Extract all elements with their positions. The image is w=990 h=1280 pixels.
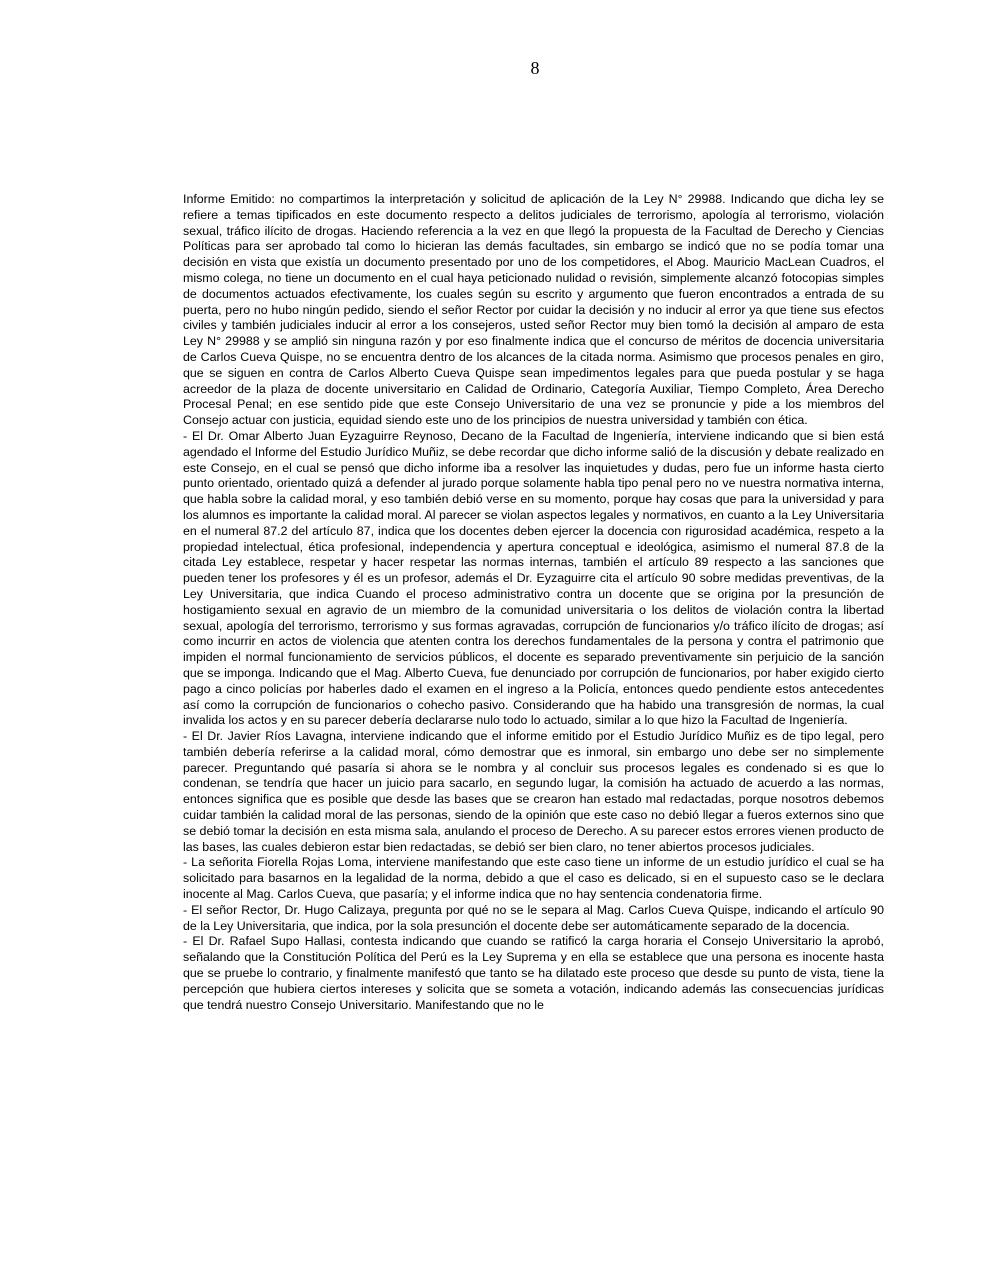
paragraph-informe-emitido: Informe Emitido: no compartimos la interpretación y solicitud de aplicación de la Ley N° 29988. Indicando que dicha ley se refiere a temas tipificados en este documento respecto a delitos judiciales de terrorismo, apología al terrorismo, violación sexual, tráfico ilícito de drogas. Haciendo referencia a la vez en que llegó la propuesta de la Facultad de Derecho y Ciencias Políticas para ser aprobado tal como lo hicieran las demás facultades, sin embargo se indicó que no se podía tomar una decisión en vista que existía un documento presentado por uno de los competidores, el Abog. Mauricio MacLean Cuadros, el mismo colega, no tiene un documento en el cual haya peticionado nulidad o revisión, simplemente alcanzó fotocopias simples de documentos actuados efectivamente, los cuales según su escrito y argumento que fueron encontrados a entrada de su puerta, pero no hubo ningún pedido, siendo el señor Rector por cuidar la decisión y no inducir al error ya que tiene sus efectos civiles y también judiciales inducir al error a los consejeros, usted señor Rector muy bien tomó la decisión al amparo de esta Ley N° 29988 y se amplió sin ninguna razón y por eso finalmente indica que el concurso de méritos de docencia universitaria de Carlos Cueva Quispe, no se encuentra dentro de los alcances de la citada norma. Asimismo que procesos penales en giro, que se siguen en contra de Carlos Alberto Cueva Quispe sean impedimentos legales para que pueda postular y se haga acreedor de la plaza de docente universitario en Calidad de Ordinario, Categoría Auxiliar, Tiempo Completo, Área Derecho Procesal Penal; en ese sentido pide que este Consejo Universitario de una vez se pronuncie y pide a los miembros del Consejo actuar con justicia, equidad siendo este uno de los principios de nuestra universidad y también con ética. — [183, 192, 884, 428]
paragraph-rojas-loma: - La señorita Fiorella Rojas Loma, interviene manifestando que este caso tiene un informe de un estudio jurídico el cual se ha solicitado para basarnos en la legalidad de la norma, debido a que el caso es delicado, si en el supuesto caso se le declara inocente al Mag. Carlos Cueva, que pasaría; y el informe indica que no hay sentencia condenatoria firme. — [183, 855, 884, 902]
paragraph-rios-lavagna: - El Dr. Javier Ríos Lavagna, interviene indicando que el informe emitido por el Estudio Jurídico Muñiz es de tipo legal, pero también debería referirse a la calidad moral, cómo demostrar que es inmoral, sin embargo uno debe ser no simplemente parecer. Preguntando qué pasaría si ahora se le nombra y al concluir sus procesos legales es condenado si es que lo condenan, se tendría que hacer un juicio para sacarlo, en segundo lugar, la comisión ha actuado de acuerdo a las normas, entonces significa que es posible que desde las bases que se crearon han estado mal redactadas, porque nosotros debemos cuidar también la calidad moral de las personas, siendo de la opinión que este caso no debió llegar a fueros externos sino que se debió tomar la decisión en esta misma sala, anulando el proceso de Derecho. A su parecer estos errores vienen producto de las bases, las cuales debieron estar bien redactadas, se debió ser bien claro, no tener abiertos procesos judiciales. — [183, 729, 884, 854]
paragraph-supo-hallasi: - El Dr. Rafael Supo Hallasi, contesta indicando que cuando se ratificó la carga horaria el Consejo Universitario la aprobó, señalando que la Constitución Política del Perú es la Ley Suprema y en ella se establece que una persona es inocente hasta que se pruebe lo contrario, y finalmente manifestó que tanto se ha dilatado este proceso que desde su punto de vista, tiene la percepción que hubiera ciertos intereses y solicita que se someta a votación, indicando además las consecuencias jurídicas que tendrá nuestro Consejo Universitario. Manifestando que no le — [183, 934, 884, 1012]
page-number: 8 — [530, 58, 540, 78]
document-body — [183, 192, 884, 1013]
paragraph-eyzaguirre: - El Dr. Omar Alberto Juan Eyzaguirre Reynoso, Decano de la Facultad de Ingeniería, interviene indicando que si bien está agendado el Informe del Estudio Jurídico Muñiz, se debe recordar que dicho informe salió de la discusión y debate realizado en este Consejo, en el cual se pensó que dicho informe iba a resolver las inquietudes y dudas, pero fue un informe hasta cierto punto orientado, orientado quizá a defender al jurado porque solamente habla tipo penal pero no ve nuestra normativa interna, que habla sobre la calidad moral, y eso también debió verse en su momento, porque hay cosas que para la universidad y para los alumnos es importante la calidad moral. Al parecer se violan aspectos legales y normativos, en cuanto a la Ley Universitaria en el numeral 87.2 del artículo 87, indica que los docentes deben ejercer la docencia con rigurosidad académica, respeto a la propiedad intelectual, ética profesional, independencia y apertura conceptual e ideológica, asimismo el numeral 87.8 de la citada Ley establece, respetar y hacer respetar las normas internas, también el artículo 89 respecto a las sanciones que pueden tener los profesores y él es un profesor, además el Dr. Eyzaguirre cita el artículo 90 sobre medidas preventivas, de la Ley Universitaria, que indica Cuando el proceso administrativo contra un docente que se origina por la presunción de hostigamiento sexual en agravio de un miembro de la comunidad universitaria o los delitos de violación contra la libertad sexual, apología del terrorismo, terrorismo y sus formas agravadas, corrupción de funcionarios y/o tráfico ilícito de drogas; así como incurrir en actos de violencia que atenten contra los derechos fundamentales de la persona y contra el patrimonio que impiden el normal funcionamiento de servicios públicos, el docente es separado preventivamente sin perjuicio de la sanción que se imponga. Indicando que el Mag. Alberto Cueva, fue denunciado por corrupción de funcionarios, por haber exigido cierto pago a cinco policías por haberles dado el examen en el ingreso a la Policía, entonces quedo pendiente estos antecedentes así como la corrupción de funcionarios o cohecho pasivo. Considerando que ha habido una transgresión de normas, la cual invalida los actos y en su parecer debería declararse nulo todo lo actuado, similar a lo que hizo la Facultad de Ingeniería. — [183, 428, 884, 728]
paragraph-rector: - El señor Rector, Dr. Hugo Calizaya, pregunta por qué no se le separa al Mag. Carlos Cueva Quispe, indicando el artículo 90 de la Ley Universitaria, que indica, por la sola presunción el docente debe ser automáticamente separado de la docencia. — [183, 902, 884, 933]
